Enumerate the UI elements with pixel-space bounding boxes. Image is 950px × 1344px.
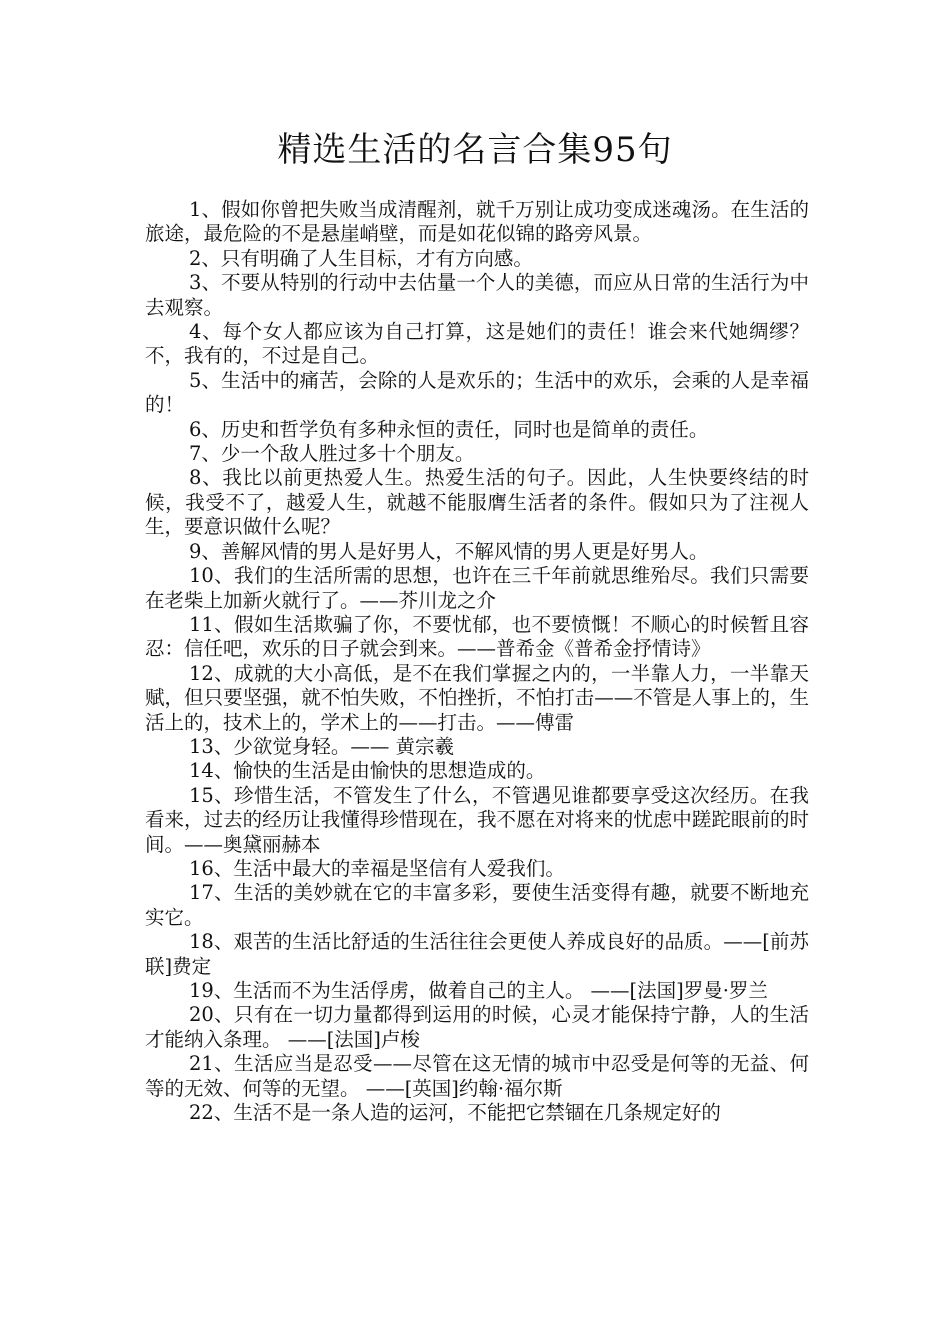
- quote-paragraph: 3、不要从特别的行动中去估量一个人的美德，而应从日常的生活行为中去观察。: [145, 271, 809, 319]
- quote-paragraph: 19、生活而不为生活俘虏，做着自己的主人。 ——[法国]罗曼·罗兰: [189, 979, 768, 1002]
- quote-paragraph: 5、生活中的痛苦，会除的人是欢乐的；生活中的欢乐，会乘的人是幸福的！: [145, 368, 809, 417]
- quote-paragraph: 12、成就的大小高低，是不在我们掌握之内的，一半靠人力，一半靠天赋，但只要坚强，就不怕失败，不怕挫折，不怕打击——不管是人事上的，生活上的，技术上的，学术上的——打击。——傅雷: [145, 661, 809, 734]
- quote-paragraph: 15、珍惜生活，不管发生了什么，不管遇见谁都要享受这次经历。在我看来，过去的经历让我懂得珍惜现在，我不愿在对将来的忧虑中蹉跎眼前的时间。——奥黛丽赫本: [145, 783, 809, 856]
- quote-paragraph: 14、愉快的生活是由愉快的思想造成的。: [189, 759, 546, 783]
- quote-paragraph: 20、只有在一切力量都得到运用的时候，心灵才能保持宁静，人的生活才能纳入条理。 ——[法国]卢梭: [145, 1003, 809, 1051]
- quote-paragraph: 10、我们的生活所需的思想，也许在三千年前就思维殆尽。我们只需要在老柴上加新火就行了。——芥川龙之介: [145, 564, 809, 612]
- quote-paragraph: 13、少欲觉身轻。—— 黄宗羲: [189, 734, 455, 758]
- quote-paragraph: 4、每个女人都应该为自己打算，这是她们的责任！谁会来代她绸缪？不，我有的，不过是自己。: [145, 320, 809, 368]
- quote-paragraph: 8、我比以前更热爱人生。热爱生活的句子。因此，人生快要终结的时候，我受不了，越爱人生，就越不能服膺生活者的条件。假如只为了注视人生，要意识做什么呢？: [145, 466, 809, 539]
- quote-paragraph: 22、生活不是一条人造的运河，不能把它禁锢在几条规定好的: [189, 1101, 721, 1125]
- document-body: [145, 198, 809, 1125]
- quote-paragraph: 6、历史和哲学负有多种永恒的责任，同时也是简单的责任。: [189, 417, 709, 441]
- quote-paragraph: 11、假如生活欺骗了你，不要忧郁，也不要愤慨！不顺心的时候暂且容忍：信任吧，欢乐的日子就会到来。——普希金《普希金抒情诗》: [145, 612, 809, 661]
- document-title: 精选生活的名言合集95句: [277, 130, 673, 170]
- quote-paragraph: 2、只有明确了人生目标，才有方向感。: [189, 246, 533, 270]
- quote-paragraph: 17、生活的美妙就在它的丰富多彩，要使生活变得有趣，就要不断地充实它。: [145, 881, 809, 929]
- quote-paragraph: 9、善解风情的男人是好男人，不解风情的男人更是好男人。: [189, 539, 709, 563]
- quote-paragraph: 21、生活应当是忍受——尽管在这无情的城市中忍受是何等的无益、何等的无效、何等的无望。 ——[英国]约翰·福尔斯: [145, 1052, 809, 1100]
- quote-paragraph: 16、生活中最大的幸福是坚信有人爱我们。: [189, 856, 565, 880]
- quote-paragraph: 7、少一个敌人胜过多十个朋友。: [189, 442, 475, 466]
- quote-paragraph: 1、假如你曾把失败当成清醒剂，就千万别让成功变成迷魂汤。在生活的旅途，最危险的不是悬崖峭壁，而是如花似锦的路旁风景。: [145, 198, 809, 246]
- quote-paragraph: 18、艰苦的生活比舒适的生活往往会更使人养成良好的品质。——[前苏联]费定: [145, 930, 809, 978]
